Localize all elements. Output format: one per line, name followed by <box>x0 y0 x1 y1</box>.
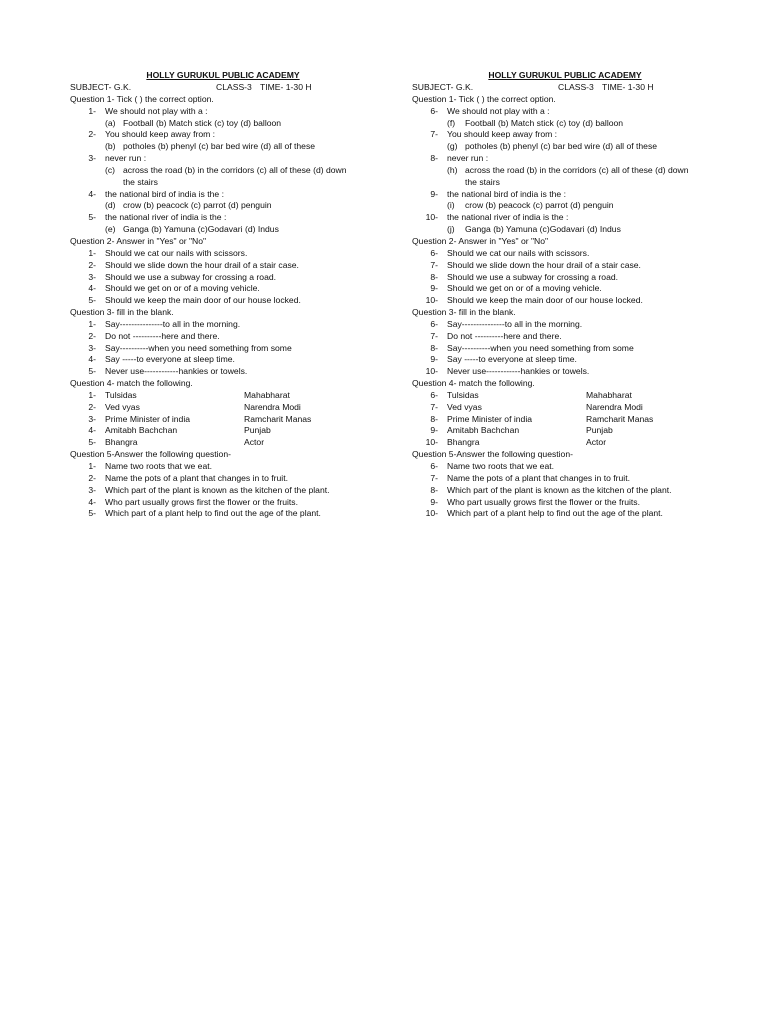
q5-item: 9- Who part usually grows first the flower or the fruits. <box>430 496 640 507</box>
q5-item: 8- Which part of the plant is known as the kitchen of the plant. <box>430 484 672 495</box>
q1-options: (c) across the road (b) in the corridors (c) all of these (d) down the stairs <box>105 164 347 187</box>
question-1-heading: Question 1- Tick ( ) the correct option. <box>70 93 214 104</box>
q3-item: 7- Do not ----------here and there. <box>430 330 562 341</box>
question-1-heading: Question 1- Tick ( ) the correct option. <box>412 93 556 104</box>
q4-match-row: 1- Tulsidas Mahabharat <box>88 389 290 400</box>
q4-match-row: 6- Tulsidas Mahabharat <box>430 389 632 400</box>
q1-item: 6- We should not play with a : <box>430 105 550 116</box>
q2-item: 10- Should we keep the main door of our house locked. <box>425 295 643 306</box>
q1-options: (f) Football (b) Match stick (c) toy (d) balloon <box>447 117 624 128</box>
q1-item: 1- We should not play with a : <box>88 105 208 116</box>
time-label: TIME- 1-30 H <box>602 81 654 92</box>
time-label: TIME- 1-30 H <box>260 81 312 92</box>
school-title: HOLLY GURUKUL PUBLIC ACADEMY <box>146 70 300 80</box>
q4-match-row: 5- Bhangra Actor <box>88 437 265 448</box>
question-4-heading: Question 4- match the following. <box>70 378 193 389</box>
q2-item: 2- Should we slide down the hour drail of a stair case. <box>88 259 299 270</box>
q3-item: 9- Say -----to everyone at sleep time. <box>430 354 577 365</box>
q1-options: (h) across the road (b) in the corridors (c) all of these (d) down the stairs <box>447 164 689 187</box>
subject-row <box>412 82 712 94</box>
question-5-heading: Question 5-Answer the following question- <box>70 449 231 460</box>
question-4-heading: Question 4- match the following. <box>412 378 535 389</box>
q1-item: 7- You should keep away from : <box>430 129 558 140</box>
q2-item: 7- Should we slide down the hour drail of a stair case. <box>430 259 641 270</box>
question-3-heading: Question 3- fill in the blank. <box>412 307 516 318</box>
q4-match-row: 4- Amitabh Bachchan Punjab <box>88 425 271 436</box>
question-3-heading: Question 3- fill in the blank. <box>70 307 174 318</box>
q1-item: 5- the national river of india is the : <box>88 212 227 223</box>
q4-match-row: 7- Ved vyas Narendra Modi <box>430 401 643 412</box>
q3-item: 6- Say---------------to all in the morning. <box>430 318 583 329</box>
q1-item: 3- never run : <box>88 153 147 164</box>
q1-options: (d) crow (b) peacock (c) parrot (d) penguin <box>105 200 272 211</box>
q4-match-row: 9- Amitabh Bachchan Punjab <box>430 425 613 436</box>
subject-label: SUBJECT- G.K. <box>70 81 132 92</box>
q1-item: 9- the national bird of india is the : <box>430 188 566 199</box>
worksheet-right <box>412 70 712 520</box>
q1-item: 10- the national river of india is the : <box>425 212 569 223</box>
class-label: CLASS-3 <box>216 81 252 92</box>
q1-options: (b) potholes (b) phenyl (c) bar bed wire (d) all of these <box>105 141 316 152</box>
q5-item: 4- Who part usually grows first the flower or the fruits. <box>88 496 298 507</box>
q2-item: 5- Should we keep the main door of our house locked. <box>88 295 301 306</box>
subject-row <box>70 82 370 94</box>
subject-label: SUBJECT- G.K. <box>412 81 474 92</box>
school-title: HOLLY GURUKUL PUBLIC ACADEMY <box>488 70 642 80</box>
q4-match-row: 10- Bhangra Actor <box>425 437 607 448</box>
q4-match-row: 3- Prime Minister of india Ramcharit Manas <box>88 413 312 424</box>
q5-item: 5- Which part of a plant help to find out the age of the plant. <box>88 508 321 519</box>
q4-match-row: 8- Prime Minister of india Ramcharit Manas <box>430 413 654 424</box>
q2-item: 4- Should we get on or of a moving vehicle. <box>88 283 260 294</box>
question-2-heading: Question 2- Answer in "Yes" or "No" <box>70 235 207 246</box>
q5-item: 3- Which part of the plant is known as the kitchen of the plant. <box>88 484 330 495</box>
question-2-heading: Question 2- Answer in "Yes" or "No" <box>412 235 549 246</box>
q1-item: 8- never run : <box>430 153 489 164</box>
question-1-items <box>70 106 370 236</box>
q2-item: 9- Should we get on or of a moving vehicle. <box>430 283 602 294</box>
q3-item: 10- Never use------------hankies or towels. <box>425 366 590 377</box>
worksheet-left <box>70 70 370 520</box>
q1-options: (j) Ganga (b) Yamuna (c)Godavari (d) Indus <box>447 224 621 235</box>
q5-item: 7- Name the pots of a plant that changes in to fruit. <box>430 472 630 483</box>
q1-options: (e) Ganga (b) Yamuna (c)Godavari (d) Indus <box>105 224 279 235</box>
q1-options: (i) crow (b) peacock (c) parrot (d) penguin <box>447 200 614 211</box>
q1-item: 4- the national bird of india is the : <box>88 188 224 199</box>
q3-item: 8- Say----------when you need something from some <box>430 342 634 353</box>
q3-item: 1- Say---------------to all in the morning. <box>88 318 241 329</box>
q3-item: 5- Never use------------hankies or towels. <box>88 366 248 377</box>
q5-item: 1- Name two roots that we eat. <box>88 461 212 471</box>
q3-item: 2- Do not ----------here and there. <box>88 330 220 341</box>
q2-item: 1- Should we cat our nails with scissors. <box>88 247 248 258</box>
q5-item: 2- Name the pots of a plant that changes in to fruit. <box>88 472 288 483</box>
q3-item: 4- Say -----to everyone at sleep time. <box>88 354 235 365</box>
q1-options: (g) potholes (b) phenyl (c) bar bed wire (d) all of these <box>447 141 658 152</box>
q2-item: 8- Should we use a subway for crossing a road. <box>430 271 619 282</box>
q1-options: (a) Football (b) Match stick (c) toy (d) balloon <box>105 117 282 128</box>
q2-item: 3- Should we use a subway for crossing a road. <box>88 271 277 282</box>
q5-item: 10- Which part of a plant help to find out the age of the plant. <box>425 508 663 519</box>
q3-item: 3- Say----------when you need something from some <box>88 342 292 353</box>
question-1-items <box>412 106 712 236</box>
class-label: CLASS-3 <box>558 81 594 92</box>
q1-item: 2- You should keep away from : <box>88 129 216 140</box>
question-5-heading: Question 5-Answer the following question- <box>412 449 573 460</box>
q5-item: 6- Name two roots that we eat. <box>430 461 554 471</box>
q2-item: 6- Should we cat our nails with scissors. <box>430 247 590 258</box>
q4-match-row: 2- Ved vyas Narendra Modi <box>88 401 301 412</box>
